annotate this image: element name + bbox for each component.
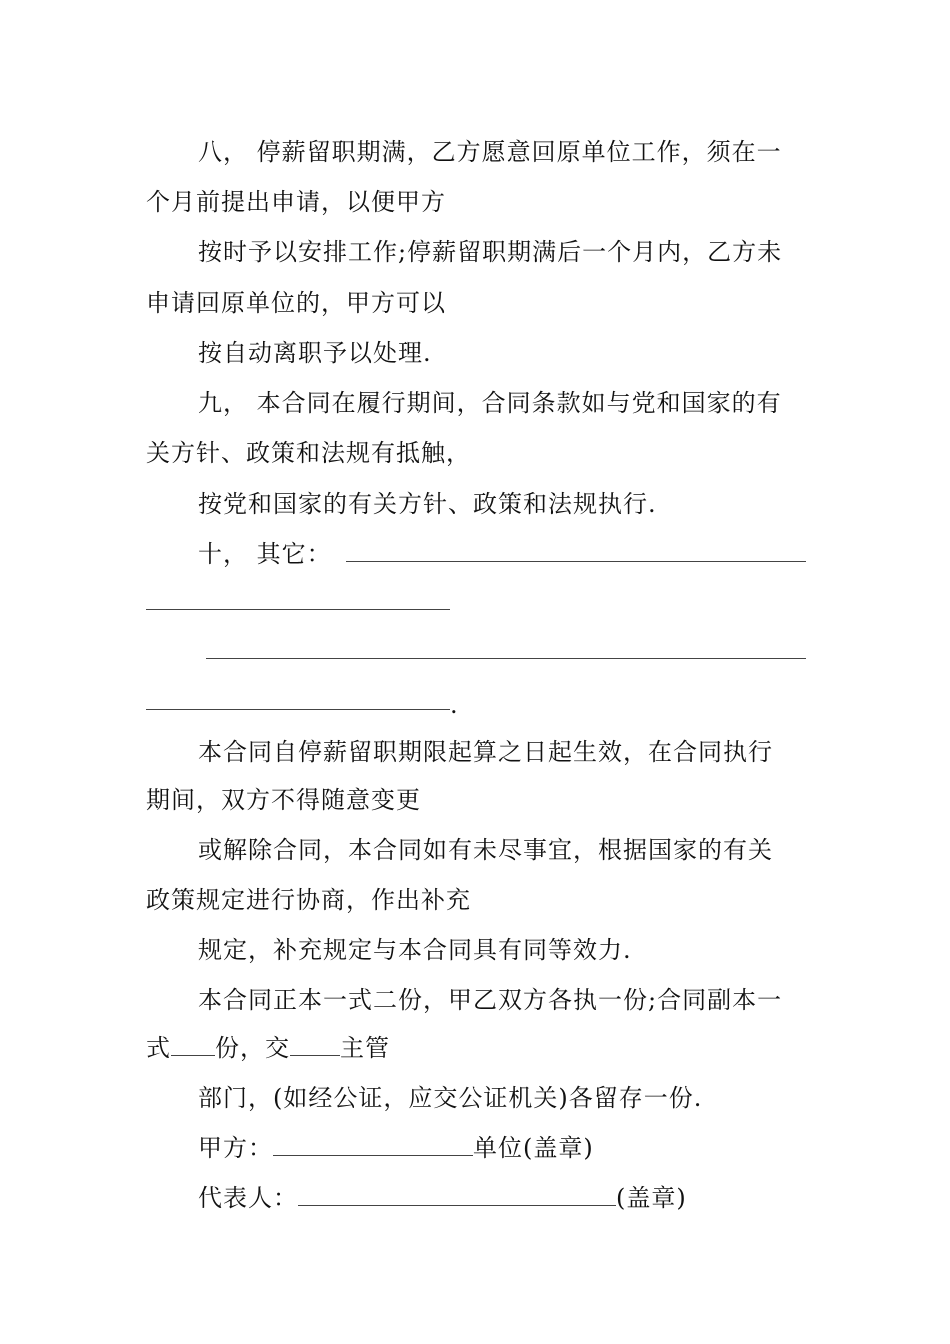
representative-suffix: (盖章): [616, 1184, 687, 1212]
representative-label: 代表人：: [198, 1184, 298, 1212]
clause-9-line-3: 按党和国家的有关方针、政策和法规执行.: [198, 490, 657, 518]
copies-prefix: 式: [146, 1034, 171, 1062]
copies-line-1: 本合同正本一式二份，甲乙双方各执一份;合同副本一: [198, 986, 783, 1014]
clause-10-label: 十， 其它：: [198, 540, 332, 568]
clause-8-line-4: 申请回原单位的，甲方可以: [146, 289, 446, 317]
clause-8-line-3: 按时予以安排工作;停薪留职期满后一个月内，乙方未: [198, 238, 783, 266]
other-blank-line-4[interactable]: [146, 709, 450, 710]
authority-blank[interactable]: [290, 1033, 340, 1056]
effect-line-1: 本合同自停薪留职期限起算之日起生效，在合同执行: [198, 738, 773, 766]
copies-middle: 份，交: [215, 1034, 290, 1062]
party-a-label: 甲方：: [198, 1134, 273, 1162]
copies-suffix: 主管: [340, 1034, 390, 1062]
clause-8-line-2: 个月前提出申请，以便甲方: [146, 188, 446, 216]
clause-9-line-1: 九， 本合同在履行期间，合同条款如与党和国家的有: [198, 389, 782, 417]
clause-8-line-1: 八， 停薪留职期满，乙方愿意回原单位工作，须在一: [198, 138, 782, 166]
copies-line-2: [146, 1031, 806, 1065]
other-period: .: [450, 691, 459, 719]
party-a-suffix: 单位(盖章): [473, 1134, 594, 1162]
effect-line-2: 期间，双方不得随意变更: [146, 786, 421, 814]
copies-count-blank[interactable]: [171, 1033, 215, 1056]
effect-line-5: 规定，补充规定与本合同具有同等效力.: [198, 936, 632, 964]
party-a-blank[interactable]: [273, 1133, 473, 1156]
clause-9-line-2: 关方针、政策和法规有抵触，: [146, 439, 471, 467]
representative-line: [198, 1181, 808, 1215]
copies-line-3: 部门，(如经公证，应交公证机关)各留存一份.: [198, 1084, 703, 1112]
other-blank-line-1[interactable]: [346, 561, 806, 562]
other-blank-line-3[interactable]: [206, 658, 806, 659]
party-a-line: [198, 1131, 808, 1165]
effect-line-4: 政策规定进行协商，作出补充: [146, 886, 471, 914]
clause-8-line-5: 按自动离职予以处理.: [198, 339, 432, 367]
effect-line-3: 或解除合同，本合同如有未尽事宜，根据国家的有关: [198, 836, 773, 864]
other-blank-line-2[interactable]: [146, 609, 450, 610]
representative-blank[interactable]: [298, 1183, 616, 1206]
